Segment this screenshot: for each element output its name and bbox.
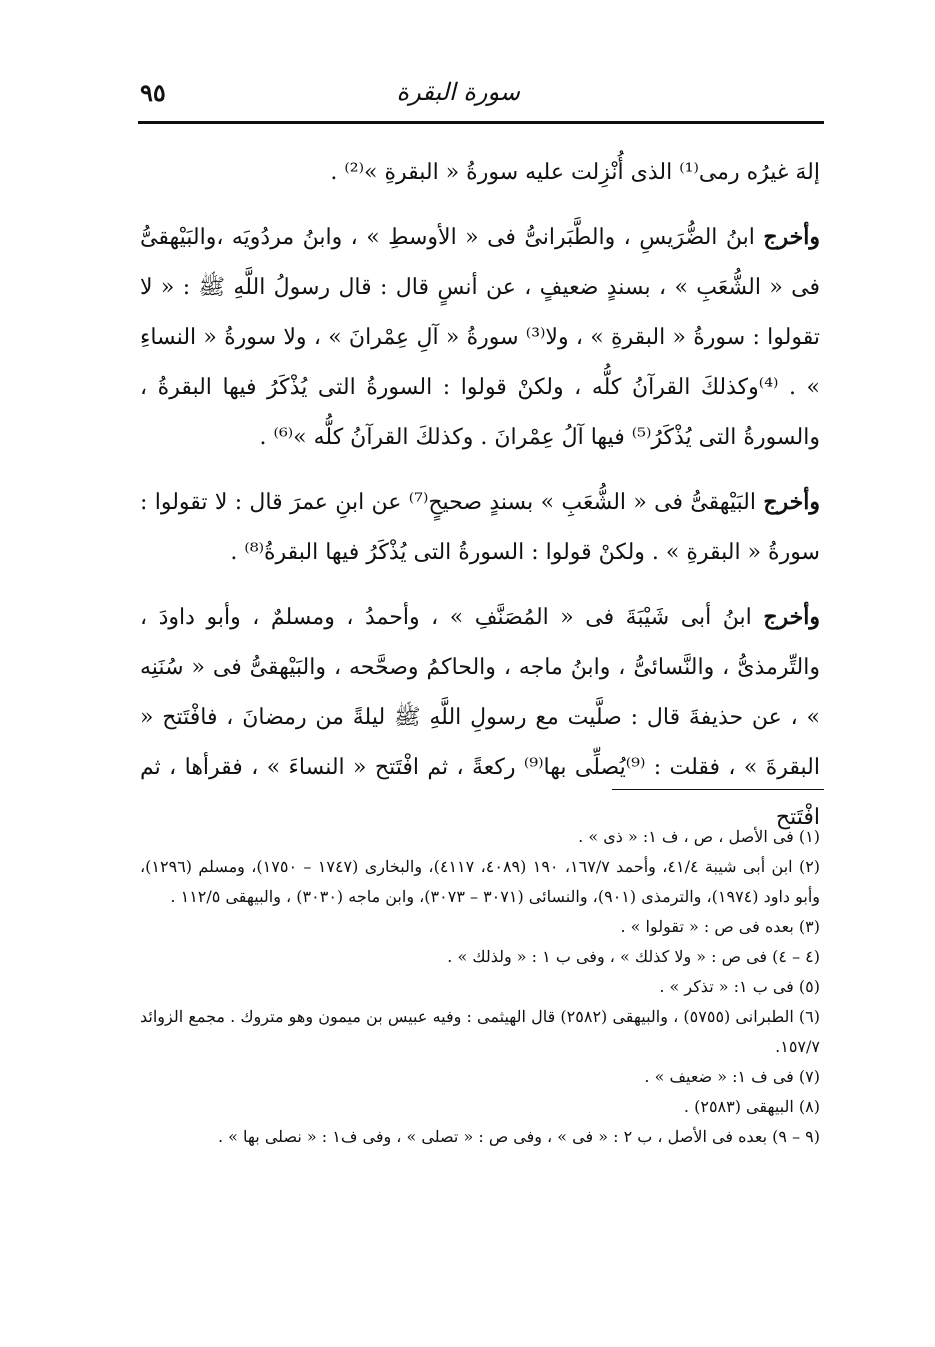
footnote-5: (٥) فى ب ١: « تذكر » . — [659, 977, 820, 996]
page-title: سورة البقرة — [396, 78, 520, 106]
header-divider — [138, 121, 824, 124]
footnote-7: (٧) فى ف ١: « ضعيف » . — [644, 1067, 820, 1086]
footnote-9: (٩ – ٩) بعده فى الأصل ، ب ٢ : « فى » ، وفى ص : « تصلى » ، وفى ف١ : « نصلى بها » . — [218, 1127, 820, 1146]
footnote-8: (٨) البيهقى (٢٥٨٣) . — [683, 1097, 820, 1116]
paragraph-1-text: إلهَ غيرُه رمى⁽¹⁾ الذى أُنْزِلت عليه سورةُ « البقرةِ »⁽²⁾ . — [330, 160, 820, 185]
paragraph-3 — [140, 477, 820, 578]
page-header — [140, 72, 820, 114]
paragraph-3-lead: وأخرج — [763, 489, 820, 515]
footnote-2: (٢) ابن أبى شيبة ٤١/٤، وأحمد ١٦٧/٧، ١٩٠ (٤٠٨٩، ٤١١٧)، والبخارى (١٧٤٧ – ١٧٥٠)، ومسلم (١٢٩٦)، وأبو داود (١٩٧٤)، والترمذى (٩٠١)، والنسائى (٣٠٧١ – ٣٠٧٣)، وابن ماجه (٣٠٣٠) ، والبيهقى ١١٢/٥ . — [140, 857, 821, 906]
footnote-4: (٤ – ٤) فى ص : « ولا كذلك » ، وفى ب ١ : « ولذلك » . — [447, 947, 820, 966]
paragraph-2-text: ابنُ الضُّرَيسِ ، والطَّبَرانىُّ فى « الأوسطِ » ، وابنُ مردُويَه ،والبَيْهقىُّ فى « الشُّعَبِ » ، بسندٍ ضعيفٍ ، عن أنسٍ قال : قال رسولُ اللَّهِ ﷺ : « لا تقولوا : سورةُ « البقرةِ » ، ولا⁽³⁾ سورةُ « آلِ عِمْرانَ » ، ولا سورةُ « النساءِ » . ⁽⁴⁾وكذلكَ القرآنُ كلُّه ، ولكنْ قولوا : السورةُ التى يُذْكَرُ فيها البقرةُ ، والسورةُ التى يُذْكَرُ⁽⁵⁾ فيها آلُ عِمْرانَ . وكذلكَ القرآنُ كلُّه »⁽⁶⁾ . — [140, 225, 821, 450]
main-text — [140, 148, 820, 857]
footnote-1: (١) فى الأصل ، ص ، ف ١: « ذى » . — [578, 827, 820, 846]
paragraph-4-lead: وأخرج — [763, 604, 820, 630]
footnote-3: (٣) بعده فى ص : « تقولوا » . — [620, 917, 820, 936]
paragraph-2 — [140, 212, 820, 463]
footnotes — [140, 822, 820, 1152]
paragraph-4-text: ابنُ أبى شَيْبَةَ فى « المُصَنَّفِ » ، وأحمدُ ، ومسلمٌ ، وأبو داودَ ، والتِّرمذىُّ ، والنَّسائىُّ ، وابنُ ماجه ، والحاكمُ وصحَّحه ، والبَيْهقىُّ فى « سُنَنِه » ، عن حذيفةَ قال : صلَّيت مع رسولِ اللَّهِ ﷺ ليلةً من رمضانَ ، فافْتَتح « البقرةَ » ، فقلت : ⁽⁹⁾يُصلِّى بها⁽⁹⁾ ركعةً ، ثم افْتَتح « النساءَ » ، فقرأها ، ثم افْتَتح — [140, 605, 820, 830]
paragraph-2-lead: وأخرج — [763, 224, 820, 250]
footnote-divider — [612, 789, 824, 790]
paragraph-1 — [140, 148, 820, 198]
footnote-6: (٦) الطبرانى (٥٧٥٥) ، والبيهقى (٢٥٨٢) قال الهيثمى : وفيه عبيس بن ميمون وهو متروك . مجمع الزوائد ١٥٧/٧. — [140, 1007, 820, 1056]
paragraph-3-text: البَيْهقىُّ فى « الشُّعَبِ » بسندٍ صحيحٍ⁽⁷⁾ عن ابنِ عمرَ قال : لا تقولوا : سورةُ « البقرةِ » . ولكنْ قولوا : السورةُ التى يُذْكَرُ فيها البقرةُ⁽⁸⁾ . — [140, 490, 820, 565]
page-number: ٩٥ — [140, 78, 166, 107]
paragraph-4 — [140, 592, 820, 843]
